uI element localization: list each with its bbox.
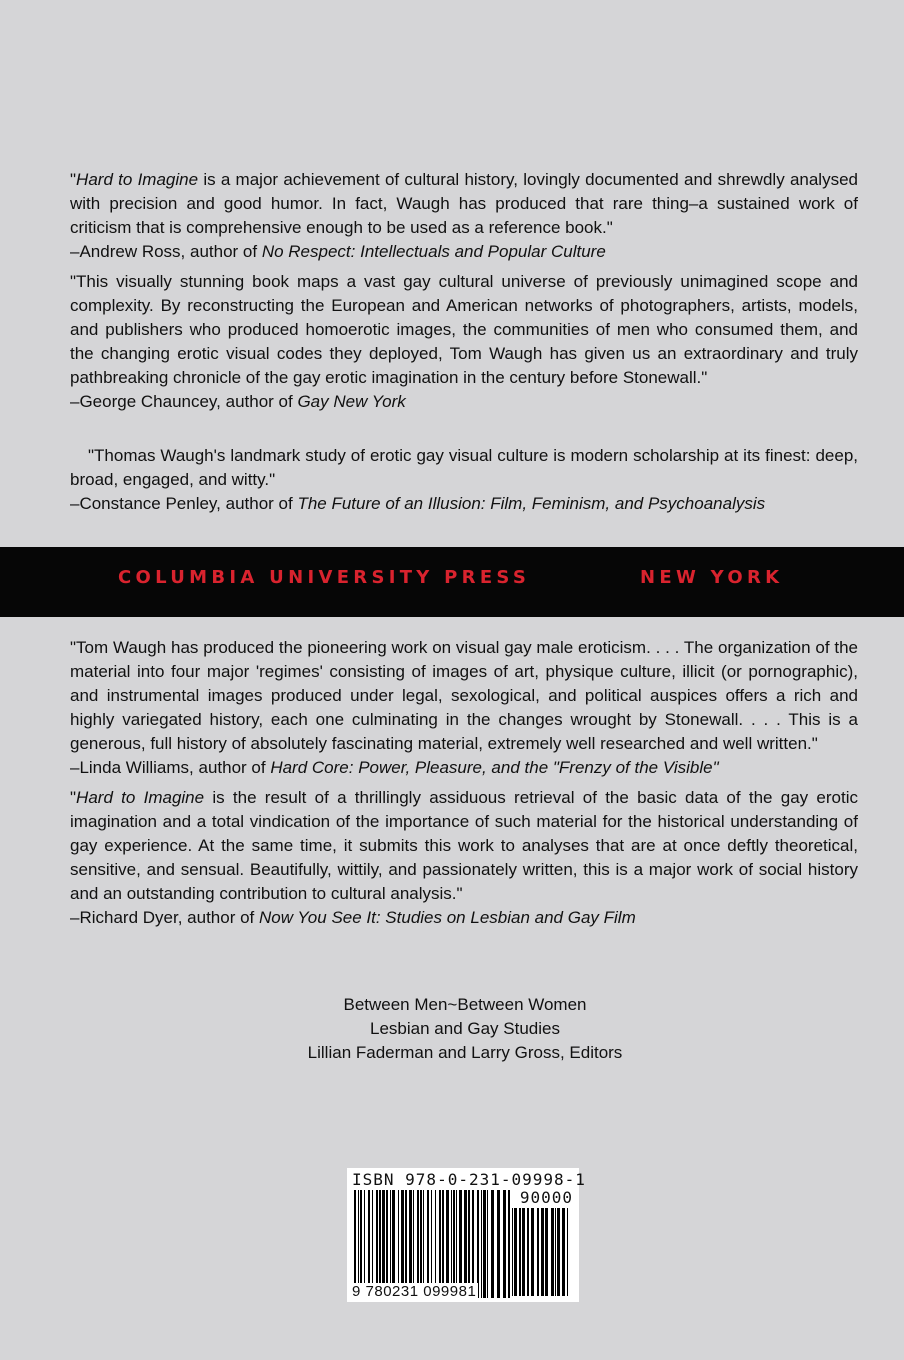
barcode-bar xyxy=(537,1208,539,1296)
barcode-bar xyxy=(522,1208,525,1296)
barcode-bar xyxy=(386,1190,388,1298)
barcode-bar xyxy=(456,1190,457,1298)
series-info xyxy=(300,993,630,1065)
barcode-bar xyxy=(382,1190,385,1298)
barcode-bar xyxy=(464,1190,467,1298)
barcode-bar xyxy=(472,1190,474,1298)
barcode-bar xyxy=(358,1190,359,1298)
barcode-bar xyxy=(427,1190,429,1298)
isbn-barcode xyxy=(347,1168,586,1302)
quote-dyer xyxy=(70,786,858,930)
barcode-bar xyxy=(390,1190,391,1298)
quote-text: "Hard to Imagine is a major achievement of cultural history, lovingly documented and shrewdly analysed with precision and good humor. In fact, Waugh has produced that rare thing–a sustained work of criticism that is comprehensive enough to be used as a reference book." xyxy=(70,170,858,237)
barcode-bar xyxy=(487,1190,488,1298)
barcode-bar xyxy=(551,1208,554,1296)
barcode-bar xyxy=(483,1190,486,1298)
isbn-label: ISBN 978-0-231-09998-1 xyxy=(352,1170,586,1189)
barcode-bar xyxy=(562,1208,565,1296)
barcode-bar xyxy=(503,1190,506,1298)
publisher-band xyxy=(0,547,904,617)
barcode-bar xyxy=(567,1208,568,1296)
barcode-bar xyxy=(477,1190,479,1298)
barcode-bar xyxy=(491,1190,494,1298)
barcode-bar xyxy=(398,1190,399,1298)
quote-text: "Tom Waugh has produced the pioneering work on visual gay male eroticism. . . . The organization of the material into four major 'regimes' consisting of images of art, physique culture, illicit (or pornographic), and instrumental images produced under legal, sexological, and political auspices offers a rich and highly variegated history, each one culminating in the changes wrought by Stonewall. . . . This is a generous, full history of absolutely fascinating material, extremely well researched and well written." xyxy=(70,638,858,753)
barcode-bar xyxy=(372,1190,373,1298)
quote-chauncey xyxy=(70,270,858,414)
quote-penley xyxy=(70,444,858,516)
quote-ross xyxy=(70,168,858,264)
series-editors: Lillian Faderman and Larry Gross, Editors xyxy=(307,1043,623,1062)
barcode-bar xyxy=(431,1190,432,1298)
barcode-bar xyxy=(531,1208,534,1296)
barcode-bar xyxy=(512,1208,513,1296)
book-title-italic: Hard to Imagine xyxy=(76,170,199,189)
barcode-bar xyxy=(519,1208,521,1296)
barcode-bar xyxy=(364,1190,365,1298)
barcode-bar xyxy=(442,1190,444,1298)
barcode-bar xyxy=(557,1208,560,1296)
addon-bars xyxy=(510,1208,572,1296)
series-subtitle: Lesbian and Gay Studies xyxy=(370,1019,560,1038)
barcode-bar xyxy=(401,1190,404,1298)
barcode-bar xyxy=(379,1190,381,1298)
quote-attribution: –Andrew Ross, author of No Respect: Intellectuals and Popular Culture xyxy=(70,242,606,261)
barcode-bar xyxy=(405,1190,407,1298)
barcode-bar xyxy=(435,1190,436,1298)
book-title-italic: Hard to Imagine xyxy=(76,788,205,807)
barcode-bar xyxy=(451,1190,452,1298)
barcode-bar xyxy=(392,1190,395,1298)
barcode-bar xyxy=(439,1190,441,1298)
barcode-bar xyxy=(423,1190,424,1298)
price-code: 90000 xyxy=(519,1188,573,1207)
quote-text: "Hard to Imagine is the result of a thrillingly assiduous retrieval of the basic data of the gay erotic imagination and a total vindication of the importance of such material for the historical understanding of gay experience. At the same time, it submits this work to analyses that are at once deftly theoretical, sensitive, and sensual. Beautifully, wittily, and passionately written, this is a major work of social history and an outstanding contribution to cultural analysis." xyxy=(70,788,859,903)
barcode-bar xyxy=(376,1190,378,1298)
barcode-bar xyxy=(368,1190,370,1298)
quote-attribution: –George Chauncey, author of Gay New York xyxy=(70,392,406,411)
barcode-bar xyxy=(497,1190,500,1298)
barcode-bar xyxy=(453,1190,455,1298)
barcode-digits: 9 780231 099981 xyxy=(352,1283,477,1300)
quote-attribution: –Linda Williams, author of Hard Core: Power, Pleasure, and the "Frenzy of the Visible" xyxy=(70,758,719,777)
barcode-bar xyxy=(413,1190,414,1298)
barcode-bar xyxy=(527,1208,529,1296)
publisher-name: COLUMBIA UNIVERSITY PRESS xyxy=(118,567,531,588)
barcode-bar xyxy=(459,1190,462,1298)
barcode-bar xyxy=(417,1190,419,1298)
quote-text: "This visually stunning book maps a vast gay cultural universe of previously unimagined scope and complexity. By reconstructing the European and American networks of photographers, artists, models, and publishers who produced homoerotic images, the communities of men who consumed them, and the changing erotic visual codes they deployed, Tom Waugh has given us an extraordinary and truly pathbreaking chronicle of the gay erotic imagination in the century before Stonewall." xyxy=(70,272,858,387)
quote-attribution: –Richard Dyer, author of Now You See It: Studies on Lesbian and Gay Film xyxy=(70,908,636,927)
barcode-bar xyxy=(360,1190,362,1298)
ean-bars xyxy=(352,1190,512,1298)
barcode-bar xyxy=(409,1190,412,1298)
quote-attribution: –Constance Penley, author of The Future of an Illusion: Film, Feminism, and Psychoanalysis xyxy=(70,494,766,513)
quote-williams xyxy=(70,636,858,780)
barcode-bar xyxy=(446,1190,449,1298)
quote-text: "Thomas Waugh's landmark study of erotic gay visual culture is modern scholarship at its finest: deep, broad, engaged, and witty." xyxy=(70,446,858,489)
barcode-bar xyxy=(468,1190,470,1298)
barcode-bar xyxy=(555,1208,556,1296)
barcode-bar xyxy=(354,1190,356,1298)
barcode-bar xyxy=(545,1208,548,1296)
series-title: Between Men~Between Women xyxy=(343,995,587,1014)
barcode-bar xyxy=(481,1190,482,1298)
publisher-city: NEW YORK xyxy=(640,567,784,588)
barcode-bar xyxy=(514,1208,517,1296)
barcode-bar xyxy=(420,1190,422,1298)
barcode-bar xyxy=(541,1208,544,1296)
